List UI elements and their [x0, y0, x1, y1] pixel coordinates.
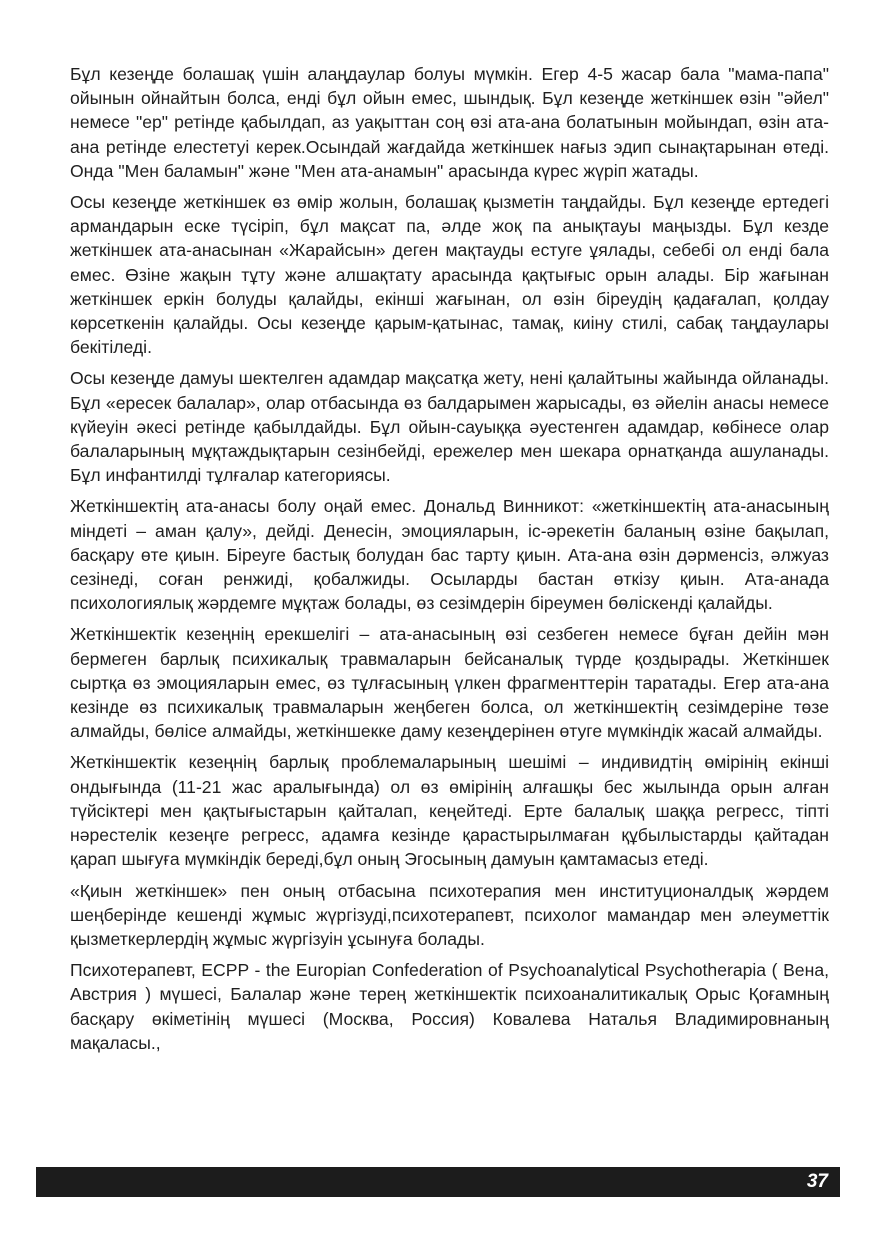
paragraph-2: Осы кезеңде жеткіншек өз өмір жолын, болашақ қызметін таңдайды. Бұл кезеңде ертедегі армандарын еске түсіріп, бұл мақсат па, әлде жоқ па анықтауы маңызды. Бұл кезде жеткіншек ата-анасынан «Жарайсын» деген мақтауды естуге ұялады, себебі ол енді бала емес. Өзіне жақын тұту және алшақтату арасында қақтығыс орын алады. Бір жағынан жеткіншек еркін болуды қалайды, екінші жағынан, ол өзін біреудің қадағалап, қолдау көрсеткенін қалайды. Осы кезеңде қарым-қатынас, тамақ, киіну стилі, сабақ таңдаулары бекітіледі. — [70, 192, 829, 358]
page-number: 37 — [806, 1171, 828, 1192]
paragraph-3: Осы кезеңде дамуы шектелген адамдар мақсатқа жету, нені қалайтыны жайында ойланады. Бұл «ересек балалар», олар отбасында өз балдарымен жарысады, өз әйелін анасы немесе күйеуін әкесі ретінде қабылдайды. Бұл ойын-сауыққа әуестенген адамдар, көбінесе олар балаларының мұқтаждықтарын сезінбейді, ережелер мен шекара орнатқанда ашуланады. Бұл инфантилді тұлғалар категориясы. — [70, 368, 829, 486]
paragraph-5: Жеткіншектік кезеңнің ерекшелігі – ата-анасының өзі сезбеген немесе бұған дейін мән бермеген барлық психикалық травмаларын бейсаналық түрде қоздырады. Жеткіншек сыртқа өз эмоцияларын емес, өз тұлғасының үлкен фрагменттерін таратады. Егер ата-ана кезінде өз психикалық травмаларын жеңбеген болса, ол жеткіншектің сезімдеріне төзе алмайды, бөлісе алмайды, жеткіншекке даму кезеңдерінен өтуге мүмкіндік жасай алмайды. — [70, 624, 829, 742]
footer-bar — [36, 1167, 840, 1197]
paragraph-1: Бұл кезеңде болашақ үшін алаңдаулар болуы мүмкін. Егер 4-5 жасар бала "мама-папа" ойынын ойнайтын болса, енді бұл ойын емес, шындық. Бұл кезеңде жеткіншек өзін "әйел" немесе "ер" ретінде қабылдап, аз уақыттан соң өзі ата-ана болатынын мойындап, өзін ата-ана ретінде елестетуі керек.Осындай жағдайда жеткіншек нағыз эдип сынақтарынан өтеді. Онда "Мен баламын" және "Мен ата-анамын" арасында күрес жүріп жатады. — [70, 64, 829, 181]
article-body — [70, 62, 829, 1062]
paragraph-6: Жеткіншектік кезеңнің барлық проблемаларының шешімі – индивидтің өмірінің екінші ондығында (11-21 жас аралығында) ол өз өмірінің алғашқы бес жылында орын алған түйсіктері мен қақтығыстарын қайталап, кеңейтеді. Ерте балалық шаққа регресс, тіпті нәрестелік кезеңге регресс, адамға кезінде қарастырылмаған құбылыстарды қайтадан қарап шығуға мүмкіндік береді,бұл оның Эгосының дамуын қамтамасыз етеді. — [70, 752, 829, 870]
paragraph-8: Психотерапевт, ECPP - the Europian Confederation of Psychoanalytical Psychotherapia ( Вена, Австрия ) мүшесі, Балалар және терең жеткіншектік психоаналитикалық Орыс Қоғамның басқару өкіметінің мүшесі (Москва, Россия) Ковалева Наталья Владимировнаның мақаласы., — [70, 960, 829, 1053]
paragraph-4: Жеткіншектің ата-анасы болу оңай емес. Дональд Винникот: «жеткіншектің ата-анасының міндеті – аман қалу», дейді. Денесін, эмоцияларын, іс-әрекетін баланың өзіне бақылап, басқару өте қиын. Біреуге бастық болудан бас тарту қиын. Ата-ана өзін дәрменсіз, әлжуаз сезінеді, соған ренжиді, қобалжиды. Осыларды бастан өткізу қиын. Ата-анада психологиялық жәрдемге мұқтаж болады, өз сезімдерін біреумен бөліскенді қалайды. — [70, 496, 829, 614]
paragraph-7: «Қиын жеткіншек» пен оның отбасына психотерапия мен институционалдық жәрдем шеңберінде кешенді жұмыс жүргізуді,психотерапевт, психолог мамандар мен әлеуметтік қызметкерлердің жұмыс жүргізуін ұсынуға болады. — [70, 880, 829, 949]
